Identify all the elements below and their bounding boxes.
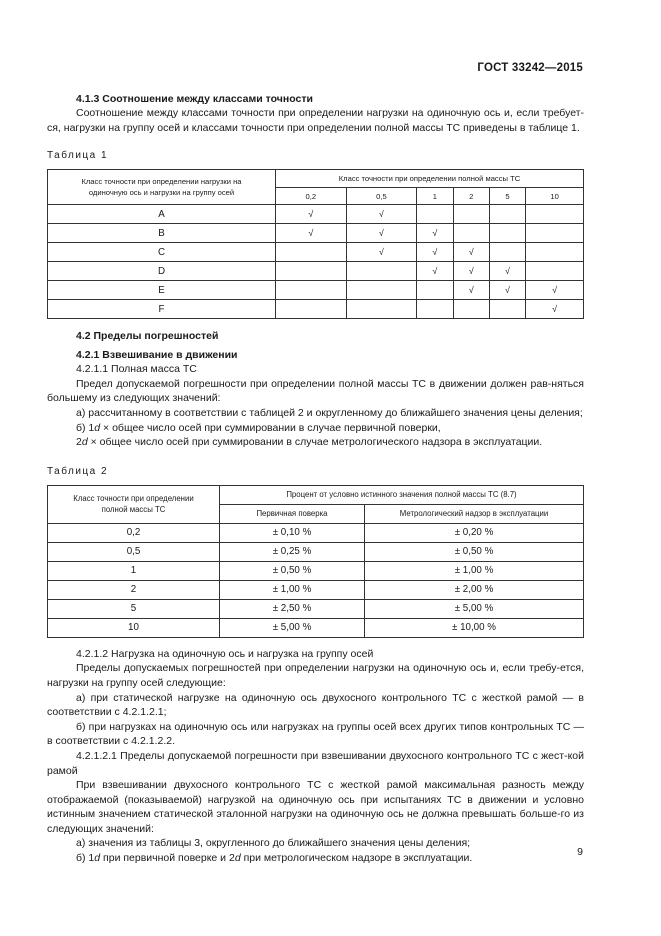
table1-row (48, 243, 584, 262)
table1-cell (276, 262, 347, 281)
table1-cell (489, 224, 525, 243)
table1-col-header: 10 (526, 188, 584, 205)
table2 (47, 485, 584, 638)
table1-cell (526, 300, 584, 319)
table1-cell (489, 243, 525, 262)
table1-row-label: E (48, 281, 276, 300)
table1-cell (453, 262, 489, 281)
section-4212-item-a: а) при статической нагрузке на одиночную ось двухосного контрольного ТС с жесткой рамой — в соответствии с 4.2.1.2.1; (47, 691, 584, 719)
table2-cell-initial: ± 0,50 % (220, 561, 365, 580)
table2-cell-cls: 2 (48, 580, 220, 599)
check-mark-icon: √ (308, 227, 314, 238)
table1-cell (346, 205, 417, 224)
table1-cell (489, 281, 525, 300)
section-4211-heading: 4.2.1.1 Полная масса ТС (76, 363, 197, 376)
table1-cell (346, 243, 417, 262)
table1-row (48, 205, 584, 224)
table2-cell-cls: 0,2 (48, 523, 220, 542)
table1-cell (276, 205, 347, 224)
check-mark-icon: √ (552, 303, 558, 314)
section-421-heading: 4.2.1 Взвешивание в движении (76, 349, 238, 362)
table1-row-label: D (48, 262, 276, 281)
section-42-heading: 4.2 Пределы погрешностей (76, 330, 219, 343)
table2-cell-cls: 1 (48, 561, 220, 580)
check-mark-icon: √ (468, 265, 474, 276)
page-content (47, 92, 584, 866)
section-42121-item-a: а) значения из таблицы 3, округленного до ближайшего значения цены деления; (76, 837, 471, 850)
section-4212-item-b: б) при нагрузках на одиночную ось или нагрузках на группы осей всех других типов контрольных ТС — в соответствии с 4.2.1.2.2. (47, 720, 584, 748)
check-mark-icon: √ (505, 265, 510, 276)
table2-cell-initial: ± 1,00 % (220, 580, 365, 599)
table2-cell-service: ± 1,00 % (365, 561, 584, 580)
table1-row-label: B (48, 224, 276, 243)
check-mark-icon: √ (432, 227, 438, 238)
table1-cell (526, 205, 584, 224)
table1-cell (489, 262, 525, 281)
table1-cell (346, 300, 417, 319)
table1-row-header: Класс точности при определении нагрузки на одиночную ось и нагрузки на группу осей (48, 170, 276, 205)
table2-cell-initial: ± 0,10 % (220, 523, 365, 542)
table1-col-header: 0,2 (276, 188, 347, 205)
table1-row (48, 300, 584, 319)
table1-cell (346, 281, 417, 300)
section-42121-heading: 4.2.1.2.1 Пределы допускаемой погрешности при взвешивании двухосного контрольного ТС с жест-кой рамой (47, 749, 584, 777)
section-4211-item-a: а) рассчитанному в соответствии с таблицей 2 и округленному до ближайшего значения цены деления; (76, 406, 583, 419)
table1-cell (526, 281, 584, 300)
table1-col-header: 5 (489, 188, 525, 205)
table2-cell-cls: 0,5 (48, 542, 220, 561)
table2-row (48, 618, 584, 637)
table1-cell (276, 300, 347, 319)
table2-cell-service: ± 0,20 % (365, 523, 584, 542)
table2-cell-service: ± 0,50 % (365, 542, 584, 561)
table2-caption: Таблица 2 (47, 465, 109, 477)
table1-cell (489, 205, 525, 224)
table1-row (48, 262, 584, 281)
table1-cell (526, 262, 584, 281)
table1-cell (276, 224, 347, 243)
table2-cell-cls: 10 (48, 618, 220, 637)
table1-cell (417, 281, 453, 300)
check-mark-icon: √ (432, 246, 438, 257)
table1-cell (453, 205, 489, 224)
table1-cell (417, 300, 453, 319)
table1-row (48, 281, 584, 300)
table1-cell (526, 243, 584, 262)
table1-cell (276, 243, 347, 262)
check-mark-icon: √ (308, 208, 314, 219)
table2-row (48, 599, 584, 618)
table1-cell (417, 262, 453, 281)
table2-row (48, 523, 584, 542)
table1-cell (453, 300, 489, 319)
check-mark-icon: √ (432, 265, 438, 276)
section-42121-paragraph: При взвешивании двухосного контрольного ТС с жесткой рамой максимальная разность между отображаемой (показываемой) нагрузкой на одиночную ось при испытаниях ТС в движении и условно истинным значением статической эталонной нагрузки на одиночную ось не должна превышать больше-го из следующих значений: (47, 779, 584, 835)
table1-col-header: 2 (453, 188, 489, 205)
section-413-heading: 4.1.3 Соотношение между классами точности (76, 93, 313, 105)
table1-row-label: C (48, 243, 276, 262)
check-mark-icon: √ (378, 208, 384, 219)
table2-row-header: Класс точности при определении полной массы ТС (48, 485, 220, 523)
table1-cell (453, 224, 489, 243)
table2-cell-service: ± 5,00 % (365, 599, 584, 618)
table2-cell-initial: ± 5,00 % (220, 618, 365, 637)
check-mark-icon: √ (468, 246, 474, 257)
table2-cell-service: ± 10,00 % (365, 618, 584, 637)
table1-cell (417, 243, 453, 262)
section-413-paragraph: Соотношение между классами точности при определении нагрузки на одиночную ось и, если требует-ся, нагрузки на группу осей и классами точности при определении полной массы ТС приведены в таблице 1. (47, 107, 584, 134)
table1-row-label: F (48, 300, 276, 319)
table2-cell-cls: 5 (48, 599, 220, 618)
table2-row (48, 561, 584, 580)
table1-col-header: 0,5 (346, 188, 417, 205)
section-4211-paragraph: Предел допускаемой погрешности при определении полной массы ТС в движении должен рав-няться большему из следующих значений: (47, 377, 584, 405)
section-42121-item-b: б) 1d при первичной поверке и 2d при метрологическом надзоре в эксплуатации. (76, 852, 473, 865)
table1-cell (453, 243, 489, 262)
table2-row (48, 542, 584, 561)
table1-row-label: A (48, 205, 276, 224)
check-mark-icon: √ (378, 246, 384, 257)
table1-group-header: Класс точности при определении полной массы ТС (276, 170, 584, 188)
table1-col-header: 1 (417, 188, 453, 205)
table1-cell (453, 281, 489, 300)
table1-cell (417, 205, 453, 224)
table1-cell (346, 224, 417, 243)
table2-cell-initial: ± 2,50 % (220, 599, 365, 618)
table1-cell (526, 224, 584, 243)
section-4211-item-c: 2d × общее число осей при суммировании в случае метрологического надзора в эксплуатации. (76, 436, 543, 449)
table1-cell (276, 281, 347, 300)
table1-cell (346, 262, 417, 281)
section-4212-heading: 4.2.1.2 Нагрузка на одиночную ось и нагрузка на группу осей (76, 647, 374, 660)
table2-col-service: Метрологический надзор в эксплуатации (365, 504, 584, 523)
check-mark-icon: √ (552, 284, 558, 295)
table1-row (48, 224, 584, 243)
table1-cell (417, 224, 453, 243)
table1 (47, 169, 584, 319)
check-mark-icon: √ (468, 284, 474, 295)
table2-cell-initial: ± 0,25 % (220, 542, 365, 561)
section-4212-paragraph: Пределы допускаемых погрешностей при определении нагрузки на одиночную ось и, если требу-ется, нагрузки на группу осей следующие: (47, 662, 584, 689)
table1-cell (489, 300, 525, 319)
table2-col-initial: Первичная поверка (220, 504, 365, 523)
section-4211-item-b: б) 1d × общее число осей при суммировании в случае первичной поверки, (76, 421, 441, 434)
check-mark-icon: √ (378, 227, 384, 238)
page-number: 9 (577, 846, 583, 858)
table2-group-header: Процент от условно истинного значения полной массы ТС (8.7) (220, 485, 584, 504)
document-code: ГОСТ 33242—2015 (477, 62, 583, 74)
table1-caption: Таблица 1 (47, 150, 109, 162)
table2-cell-service: ± 2,00 % (365, 580, 584, 599)
table2-row (48, 580, 584, 599)
check-mark-icon: √ (505, 284, 510, 295)
